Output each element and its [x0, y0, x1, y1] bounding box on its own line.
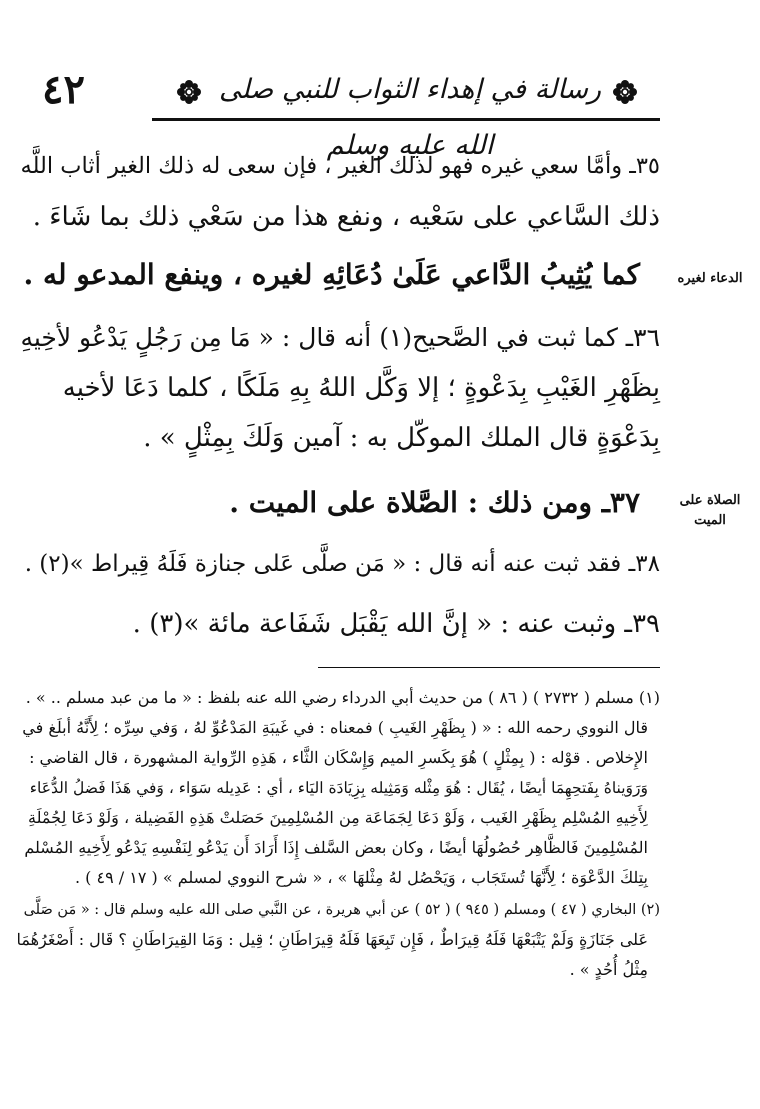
flower-ornament-icon [612, 79, 638, 105]
body-line: ذلك السَّاعي على سَعْيه ، ونفع هذا من سَعْي ذلك بما شَاءَ . [32, 202, 660, 232]
footnote-line: الإِخلاص . قوْله : ( بِمِثْلٍ ) هُوَ بِكَسرِ الميم وَإِسْكَان الثَّاء ، هَذِهِ الرِّواية المشهورة ، قال القاضي : [29, 748, 648, 767]
footnote-rule [318, 667, 660, 668]
body-line: بِظَهْرِ الغَيْبِ بِدَعْوةٍ ؛ إلا وَكَّل اللهُ بِهِ مَلَكًا ، كلما دَعَا لأخيه [62, 373, 660, 403]
footnote-line: وَرَوَيناهُ بِفَتحِهِمَا أيضًا ، يُقَال : هُوَ مِثْله وَمَثِيله بِزِيَادَة اليَاء ، أي : عَدِيله سَوَاء ، وَفي هَذَا فَضلُ الدُّعَاء [29, 779, 648, 797]
footnote-line: المُسْلِمِينَ فَالظَّاهِر حُصُولُهَا أيضًا ، وكان بعض السَّلف إِذَا أَرَادَ أَن يَدْعُو لِنَفْسِهِ يَدْعُو لِأَخِيهِ المُسْلم [24, 838, 648, 857]
footnote-line: بِتِلكَ الدَّعْوَة ؛ لِأَنَّهَا تُستَجَاب ، وَيَحْصُل لهُ مِثْلهَا » ، « شرح النووي لمسلم » ( ١٧ / ٤٩ ) . [74, 868, 648, 887]
running-title: رسالة في إهداء الثواب للنبي صلى الله عليه وسلم [218, 74, 602, 161]
body-line: ٣٩ـ وثبت عنه : « إنَّ الله يَقْبَل شَفَاعة مائة »(٣) . [132, 609, 660, 639]
body-line: ٣٦ـ كما ثبت في الصَّحيح(١) أنه قال : « مَا مِن رَجُلٍ يَدْعُو لأخِيهِ [20, 323, 660, 352]
footnote-line: عَلى جَنَازَةٍ وَلَمْ يَتْبَعْهَا فَلَهُ قِيرَاطٌ ، فَإِن تَبِعَهَا فَلَهُ قِيرَاطَانِ ؛ قِيل : وَمَا القِيرَاطَانِ ؟ قَال : أَصْغَرُهُمَا [16, 930, 648, 949]
footnote-line: قال النووي رحمه الله : « ( بِظَهْرِ الغَيبِ ) فمعناه : في غَيبَةِ المَدْعُوِّ لهُ ، وَفي سِرِّه ؛ لِأَنَّهُ أبلَغ في [22, 718, 648, 737]
footnote-line: مِثْلُ أُحُدٍ » . [569, 960, 648, 979]
margin-note: الميت [694, 513, 726, 528]
footnote-line: (٢) البخاري ( ٤٧ ) ومسلم ( ٩٤٥ ) ( ٥٢ ) عن أبي هريرة ، عن النَّبي صلى الله عليه وسلم قال : « مَن صَلَّى [23, 902, 660, 918]
body-line: ٣٧ـ ومن ذلك : الصَّلاة على الميت . [229, 486, 640, 519]
body-line: ٣٨ـ فقد ثبت عنه أنه قال : « مَن صلَّى عَلى جنازة فَلَهُ قِيراط »(٢) . [24, 551, 660, 577]
header-rule [152, 118, 660, 121]
page-number: ٤٢ [42, 66, 85, 113]
margin-note: الدعاء لغيره [677, 271, 743, 286]
body-line: ٣٥ـ وأمَّا سعي غيره فهو لذلك الغير ، فإن سعى له ذلك الغير أثاب اللَّه [20, 153, 660, 179]
footnote-line: (١) مسلم ( ٢٧٣٢ ) ( ٨٦ ) من حديث أبي الدرداء رضي الله عنه بلفظ : « ما من عبد مسلم .. » . [25, 688, 660, 707]
body-line: بِدَعْوَةٍ قال الملك الموكّل به : آمين وَلَكَ بِمِثْلٍ » . [143, 423, 660, 453]
flower-ornament-icon [176, 79, 202, 105]
margin-note: الصلاة على [679, 493, 741, 508]
footnote-line: لِأَخِيهِ المُسْلِم بِظَهْرِ الغَيب ، وَلَوْ دَعَا لِجَمَاعَة مِن المُسْلِمِينَ حَصَلتْ هَذِهِ الفَضِيلة ، وَلَوْ دَعَا لِجُمْلَةِ [27, 808, 648, 827]
body-line: كما يُثِيبُ الدَّاعي عَلَىٰ دُعَائِهِ لغيره ، وينفع المدعو له . [23, 258, 640, 291]
